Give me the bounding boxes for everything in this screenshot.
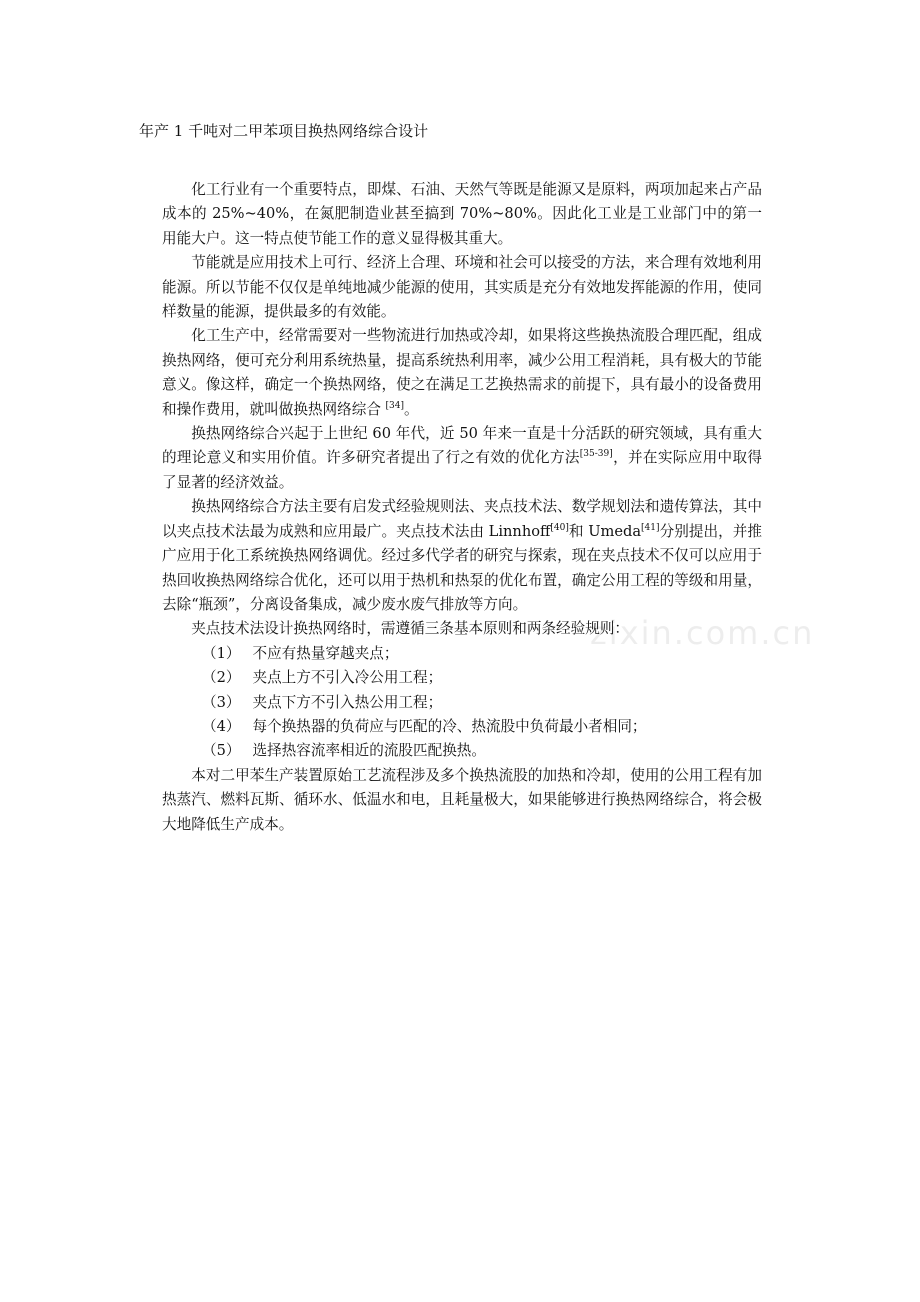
citation-ref: [40] — [550, 522, 569, 533]
text-segment: 和 Umeda — [568, 522, 642, 540]
rule-list-item — [162, 739, 762, 763]
text-segment: ，并在实际应用中取得了显著的经济效益。 — [162, 449, 762, 491]
text-segment: 节能就是应用技术上可行、经济上合理、环境和社会可以接受的方法，来合理有效地利用能源。所以节能不仅仅是单纯地减少能源的使用，其实质是充分有效地发挥能源的作用，使同样数量的能源，提供最多的有效能。 — [162, 254, 762, 321]
text-segment: 化工生产中，经常需要对一些物流进行加热或冷却，如果将这些换热流股合理匹配，组成换热网络，便可充分利用系统热量，提高系统热利用率，减少公用工程消耗，具有极大的节能意义。像这样，确定一个换热网络，使之在满足工艺换热需求的前提下，具有最小的设备费用和操作费用，就叫做换热网络综合 — [162, 327, 762, 418]
text-segment: 分别提出，并推广应用于化工系统换热网络调优。经过多代学者的研究与探索，现在夹点技术不仅可以应用于热回收换热网络综合优化，还可以用于热机和热泵的优化布置，确定公用工程的等级和用量，去除“瓶颈”，分离设备集成，减少废水废气排放等方向。 — [162, 522, 762, 613]
rule-text: 不应有热量穿越夹点； — [252, 644, 399, 662]
text-segment: 本对二甲苯生产装置原始工艺流程涉及多个换热流股的加热和冷却，使用的公用工程有加热蒸汽、燃料瓦斯、循环水、低温水和电，且耗量极大，如果能够进行换热网络综合，将会极大地降低生产成本。 — [162, 766, 762, 833]
closing-paragraph — [162, 764, 762, 837]
document-header: 年产 1 千吨对二甲苯项目换热网络综合设计 — [139, 122, 429, 140]
rule-number: （4） — [202, 717, 241, 735]
document-body — [162, 178, 762, 837]
rule-number: （2） — [202, 669, 241, 687]
text-segment: 夹点技术法设计换热网络时，需遵循三条基本原则和两条经验规则： — [191, 620, 630, 638]
text-segment: 。 — [404, 400, 419, 418]
rule-text: 夹点下方不引入热公用工程； — [252, 693, 443, 711]
rule-text: 每个换热器的负荷应与匹配的冷、热流股中负荷最小者相同； — [252, 717, 647, 735]
paragraph — [162, 178, 762, 251]
paragraph — [162, 495, 762, 617]
paragraph — [162, 422, 762, 495]
rule-list-item — [162, 715, 762, 739]
text-segment: 换热网络综合方法主要有启发式经验规则法、夹点技术法、数学规划法和遗传算法，其中以夹点技术法最为成熟和应用最广。夹点技术法由 Linnhoff — [162, 498, 762, 540]
text-segment: 换热网络综合兴起于上世纪 60 年代，近 50 年来一直是十分活跃的研究领域，具有重大的理论意义和实用价值。许多研究者提出了行之有效的优化方法 — [162, 425, 762, 467]
citation-ref: [41] — [641, 522, 660, 533]
rule-number: （3） — [202, 693, 241, 711]
rule-list-item — [162, 666, 762, 690]
rule-text: 夹点上方不引入冷公用工程； — [252, 669, 443, 687]
watermark: zixin.com.cn — [590, 614, 815, 652]
rule-number: （1） — [202, 644, 241, 662]
citation-ref: [35-39] — [579, 449, 613, 460]
paragraph — [162, 324, 762, 422]
citation-ref: [34] — [385, 400, 405, 411]
paragraph — [162, 251, 762, 324]
rule-number: （5） — [202, 742, 241, 760]
text-segment: 化工行业有一个重要特点，即煤、石油、天然气等既是能源又是原料，两项加起来占产品成本的 25%~40%，在氮肥制造业甚至搞到 70%~80%。因此化工业是工业部门中的第一用能大户。这一特点使节能工作的意义显得极其重大。 — [162, 181, 762, 247]
rule-text: 选择热容流率相近的流股匹配换热。 — [252, 742, 486, 760]
rule-list-item — [162, 691, 762, 715]
